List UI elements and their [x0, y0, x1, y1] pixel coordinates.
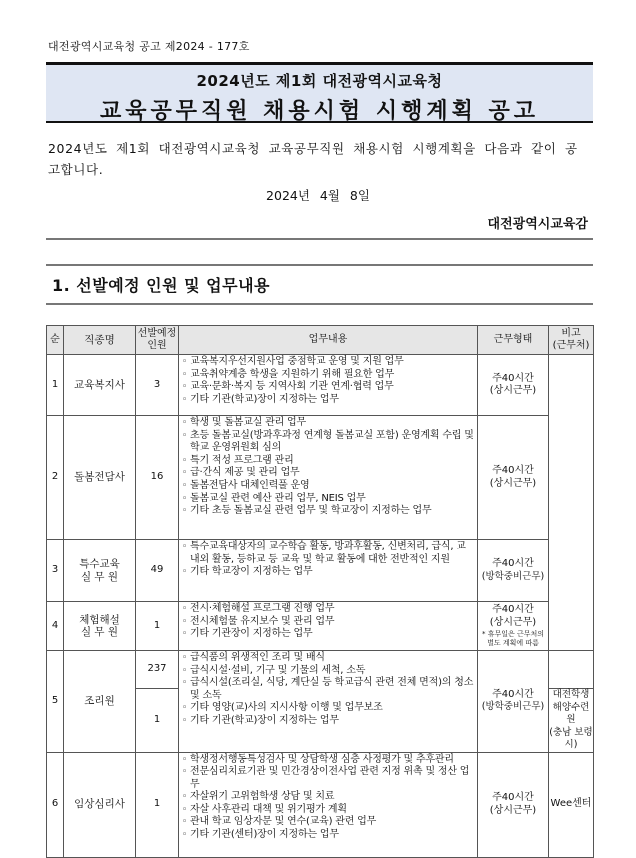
duty-item: ◦ 전문심리치료기관 및 민간경상이전사업 관련 지정 위촉 및 정산 업무 — [182, 766, 475, 791]
job-line-1: 체험해설 — [79, 613, 120, 626]
row-work-type — [478, 355, 549, 416]
signer: 대전광역시교육감 — [487, 217, 588, 232]
row-seq: 4 — [47, 602, 64, 651]
row-duties — [179, 416, 478, 540]
duty-item: ◦ 기타 기관(학교)장이 지정하는 업무 — [182, 715, 475, 728]
intro-paragraph: 2024년도 제1회 대전광역시교육청 교육공무직원 채용시험 시행계획을 다음과 같이 공고합니다. — [48, 141, 578, 177]
row-count: 3 — [136, 355, 179, 416]
duty-item: ◦ 특기 적성 프로그램 관리 — [182, 455, 475, 468]
duty-item: ◦ 기타 기관(센터)장이 지정하는 업무 — [182, 829, 475, 842]
table-row — [47, 355, 594, 416]
duty-item: ◦ 교육취약계층 학생을 지원하기 위해 필요한 업무 — [182, 369, 475, 382]
row-remarks — [549, 651, 594, 689]
row-count: 1 — [136, 602, 179, 651]
row-work-type — [478, 540, 549, 602]
duty-item: ◦ 관내 학교 임상자문 및 연수(교육) 관련 업무 — [182, 816, 475, 829]
row-seq: 1 — [47, 355, 64, 416]
duty-item: ◦ 기타 기관(학교)장이 지정하는 업무 — [182, 394, 475, 407]
row-duties — [179, 540, 478, 602]
notice-date: 2024년 4월 8일 — [266, 188, 370, 203]
duty-item: ◦ 학생 및 돌봄교실 관리 업무 — [182, 417, 475, 430]
divider-section — [46, 264, 593, 266]
row-remarks — [549, 689, 594, 753]
row-job: 임상심리사 — [64, 752, 136, 857]
job-line-2: 실 무 원 — [80, 626, 119, 638]
header-count-line2: 인원 — [147, 340, 167, 351]
jobs-table — [46, 325, 594, 858]
work-kind: (상시근무) — [489, 477, 537, 489]
duty-item: ◦ 자살위기 고위험학생 상담 및 치료 — [182, 791, 475, 804]
duty-item: ◦ 자살 사후관리 대책 및 위기평가 계획 — [182, 804, 475, 817]
remarks-line-3: (충남 보령시) — [549, 726, 593, 750]
duty-item: ◦ 학생정서행동특성검사 및 상담학생 심층 사정평가 및 추후관리 — [182, 754, 475, 767]
row-seq: 6 — [47, 752, 64, 857]
work-hours: 주40시간 — [492, 465, 534, 476]
header-duties: 업무내용 — [179, 326, 478, 355]
header-remarks-line1: 비고 — [561, 327, 581, 339]
duty-item: ◦ 전시체험물 유지보수 및 관리 업무 — [182, 616, 475, 629]
title-line-1: 2024년도 제1회 대전광역시교육청 — [196, 72, 443, 90]
row-remarks — [549, 355, 594, 651]
row-duties — [179, 651, 478, 753]
title-line-2: 교육공무직원 채용시험 시행계획 공고 — [99, 99, 539, 124]
divider-section-bottom — [46, 303, 593, 305]
remarks-line-2: 해양수련원 — [552, 701, 590, 725]
work-hours: 주40시간 — [492, 558, 534, 569]
duty-item: ◦ 기타 영양(교)사의 지시사항 이행 및 업무보조 — [182, 702, 475, 715]
row-count: 49 — [136, 540, 179, 602]
header-count-line1: 선발예정 — [137, 327, 177, 339]
row-job — [64, 602, 136, 651]
work-hours: 주40시간 — [492, 688, 534, 700]
table-row — [47, 752, 594, 857]
row-work-type — [478, 416, 549, 540]
work-kind: (방학중비근무) — [481, 570, 545, 582]
row-seq: 3 — [47, 540, 64, 602]
table-row — [47, 416, 594, 540]
row-job: 돌봄전담사 — [64, 416, 136, 540]
table-header-row — [47, 326, 594, 355]
duty-item: ◦ 급식시설(조리실, 식당, 계단실 등 학교급식 관련 전체 면적)의 청소 및 소독 — [182, 677, 475, 702]
header-remarks — [549, 326, 594, 355]
duty-item: ◦ 돌봄교실 관련 예산 관리 업무, NEIS 업무 — [182, 493, 475, 506]
work-hours: 주40시간 — [492, 792, 534, 803]
row-count: 1 — [136, 752, 179, 857]
remarks-line-1: 대전학생 — [552, 689, 590, 700]
row-count: 1 — [136, 689, 179, 753]
row-work-type — [478, 752, 549, 857]
divider-top — [46, 238, 593, 240]
duty-item: ◦ 초등 돌봄교실(방과후과정 연계형 돌봄교실 포함) 운영계획 수립 및 학교 운영위원회 심의 — [182, 430, 475, 455]
work-hours: 주40시간 — [492, 604, 534, 615]
duty-item: ◦ 급식품의 위생적인 조리 및 배식 — [182, 652, 475, 665]
duty-item: ◦ 급식시설·설비, 기구 및 기물의 세척, 소독 — [182, 665, 475, 678]
header-job: 직종명 — [64, 326, 136, 355]
work-kind: (상시근무) — [489, 385, 537, 396]
header-count — [136, 326, 179, 355]
job-line-1: 특수교육 — [79, 558, 120, 570]
row-duties — [179, 752, 478, 857]
duty-item: ◦ 특수교육대상자의 교수학습 활동, 방과후활동, 신변처리, 급식, 교내외 활동, 등하교 등 교육 및 학교 활동에 대한 전반적인 지원 — [182, 541, 475, 566]
row-count: 16 — [136, 416, 179, 540]
work-kind: (상시근무) — [489, 804, 537, 816]
duty-item: ◦ 기타 기관장이 지정하는 업무 — [182, 628, 475, 641]
title-box — [46, 62, 593, 123]
row-work-type — [478, 602, 549, 651]
duty-item: ◦ 급·간식 제공 및 관리 업무 — [182, 467, 475, 480]
row-job: 교육복지사 — [64, 355, 136, 416]
row-work-type — [478, 651, 549, 753]
row-job — [64, 540, 136, 602]
row-seq: 2 — [47, 416, 64, 540]
job-line-2: 실 무 원 — [80, 570, 119, 583]
duty-item: ◦ 돌봄전담사 대체인력풀 운영 — [182, 480, 475, 493]
duty-item: ◦ 전시·체험해설 프로그램 진행 업무 — [182, 603, 475, 616]
notice-number: 대전광역시교육청 공고 제2024 - 177호 — [48, 40, 250, 53]
duty-item: ◦ 교육복지우선지원사업 중점학교 운영 및 지원 업무 — [182, 356, 475, 369]
duty-item: ◦ 기타 학교장이 지정하는 업무 — [182, 566, 475, 579]
row-count: 237 — [136, 651, 179, 689]
row-job: 조리원 — [64, 651, 136, 753]
header-remarks-line2: (근무처) — [552, 340, 590, 351]
table-row — [47, 651, 594, 689]
work-note: * 휴무일은 근무처의 별도 계획에 따름 — [481, 630, 545, 647]
header-seq: 순 — [47, 326, 64, 355]
table-row — [47, 540, 594, 602]
header-work-type: 근무형태 — [478, 326, 549, 355]
work-kind: (상시근무) — [489, 616, 537, 628]
duty-item: ◦ 교육·문화·복지 등 지역사회 기관 연계·협력 업무 — [182, 381, 475, 394]
table-row — [47, 602, 594, 651]
work-kind: (방학중비근무) — [481, 701, 545, 713]
duty-item: ◦ 기타 초등 돌봄교실 관련 업무 및 학교장이 지정하는 업무 — [182, 505, 475, 518]
row-remarks: Wee센터 — [549, 752, 594, 857]
section-title: 1. 선발예정 인원 및 업무내용 — [52, 276, 271, 295]
row-duties — [179, 355, 478, 416]
row-duties — [179, 602, 478, 651]
row-seq: 5 — [47, 651, 64, 753]
work-hours: 주40시간 — [492, 372, 534, 384]
